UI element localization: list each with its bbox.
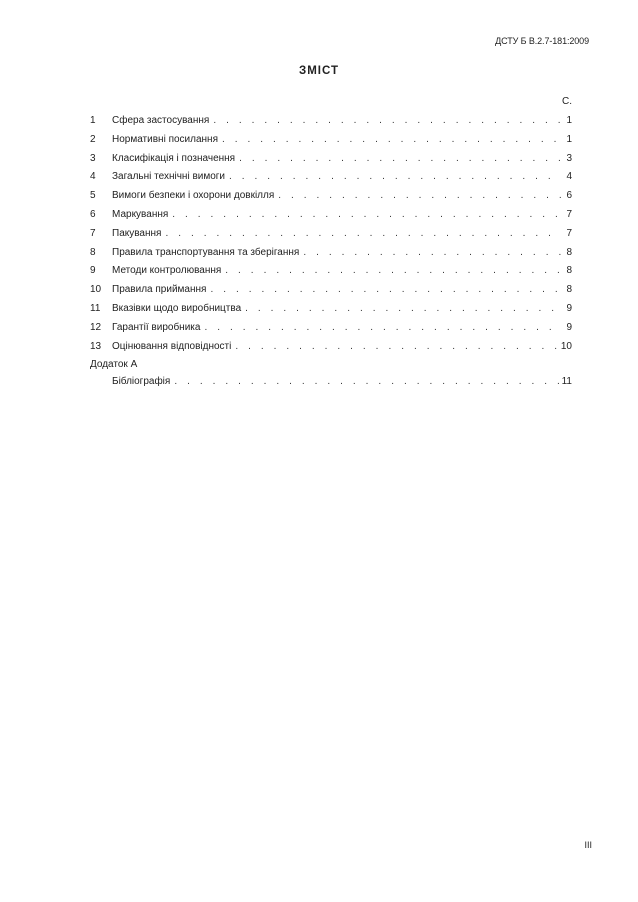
toc-entry xyxy=(90,338,572,357)
toc-entry-label: Загальні технічні вимоги xyxy=(112,171,226,183)
toc-entry-number: 7 xyxy=(90,227,96,239)
toc-leader-dots xyxy=(245,300,561,319)
toc-entry xyxy=(90,112,572,131)
toc-entry-page: 11 xyxy=(561,376,572,388)
toc-entry-page: 7 xyxy=(566,227,572,239)
toc-entry-page: 9 xyxy=(566,302,572,314)
toc-leader-dots xyxy=(222,131,561,150)
toc-leader-dots xyxy=(235,338,558,357)
toc-entry-number: 8 xyxy=(90,246,96,258)
toc-entry-label: Нормативні посилання xyxy=(112,133,218,145)
toc-entry-number: 5 xyxy=(90,190,96,202)
toc-entry-page: 7 xyxy=(566,208,572,220)
toc-title: ЗМІСТ xyxy=(298,65,340,77)
toc-entry-label: Вказівки щодо виробництва xyxy=(112,302,242,314)
page-number: III xyxy=(584,840,592,850)
toc-entry-label: Сфера застосування xyxy=(112,115,210,126)
toc-entry-number: 11 xyxy=(90,302,101,314)
toc-entry-page: 4 xyxy=(566,171,572,183)
toc-entry-number: 4 xyxy=(90,171,96,183)
toc-entry-page: 3 xyxy=(566,152,572,164)
toc-leader-dots xyxy=(303,244,561,263)
table-of-contents xyxy=(90,112,572,392)
toc-entry-number: 2 xyxy=(90,133,96,145)
toc-entry-page: 8 xyxy=(566,265,572,277)
toc-entry xyxy=(90,168,572,187)
toc-leader-dots xyxy=(225,262,561,281)
standard-code: ДСТУ Б В.2.7-181:2009 xyxy=(495,36,589,46)
toc-leader-dots xyxy=(213,112,561,131)
toc-entry-page: 6 xyxy=(566,190,572,202)
toc-leader-dots xyxy=(172,206,561,225)
toc-leader-dots xyxy=(239,150,561,169)
toc-entry xyxy=(90,262,572,281)
toc-entry-page: 8 xyxy=(566,284,572,296)
toc-entry-label: Правила транспортування та зберігання xyxy=(112,246,300,258)
toc-entry xyxy=(90,225,572,244)
toc-entry xyxy=(90,281,572,300)
toc-entry-label: Методи контролювання xyxy=(112,265,222,277)
toc-leader-dots xyxy=(229,168,561,187)
toc-entry xyxy=(90,300,572,319)
toc-entry-number: 6 xyxy=(90,208,96,220)
toc-entry-page: 9 xyxy=(566,321,572,333)
toc-entry xyxy=(90,187,572,206)
toc-entry-label: Вимоги безпеки і охорони довкілля xyxy=(112,190,275,202)
toc-entry-number: 3 xyxy=(90,152,96,164)
appendix-heading: Додаток А xyxy=(90,359,138,371)
toc-entry-page: 1 xyxy=(566,133,572,145)
toc-leader-dots xyxy=(204,319,561,338)
toc-entry-appendix xyxy=(90,373,572,392)
toc-entry-number: 9 xyxy=(90,265,96,277)
page-column-label: С. xyxy=(562,96,572,107)
toc-entry xyxy=(90,131,572,150)
toc-entry-number: 1 xyxy=(90,115,96,126)
toc-entry-label: Класифікація і позначення xyxy=(112,152,236,164)
toc-leader-dots xyxy=(165,225,561,244)
toc-entry-label: Пакування xyxy=(112,227,162,239)
toc-entry-number: 12 xyxy=(90,321,102,333)
toc-entry-page: 8 xyxy=(566,246,572,258)
toc-entry xyxy=(90,244,572,263)
toc-entry-label: Бібліографія xyxy=(112,376,171,388)
toc-leader-dots xyxy=(210,281,561,300)
toc-entry-label: Правила приймання xyxy=(112,284,207,296)
toc-entry-label: Маркування xyxy=(112,208,169,220)
toc-entry-page: 10 xyxy=(560,340,572,352)
toc-entry-number: 10 xyxy=(90,284,102,296)
toc-entry xyxy=(90,150,572,169)
toc-entry xyxy=(90,319,572,338)
toc-leader-dots xyxy=(278,187,561,206)
toc-leader-dots xyxy=(174,373,558,392)
toc-entry-label: Гарантії виробника xyxy=(112,321,201,333)
toc-entry xyxy=(90,206,572,225)
toc-entry-page: 1 xyxy=(566,115,572,126)
toc-entry-number: 13 xyxy=(90,340,102,352)
toc-entry-label: Оцінювання відповідності xyxy=(112,340,232,352)
